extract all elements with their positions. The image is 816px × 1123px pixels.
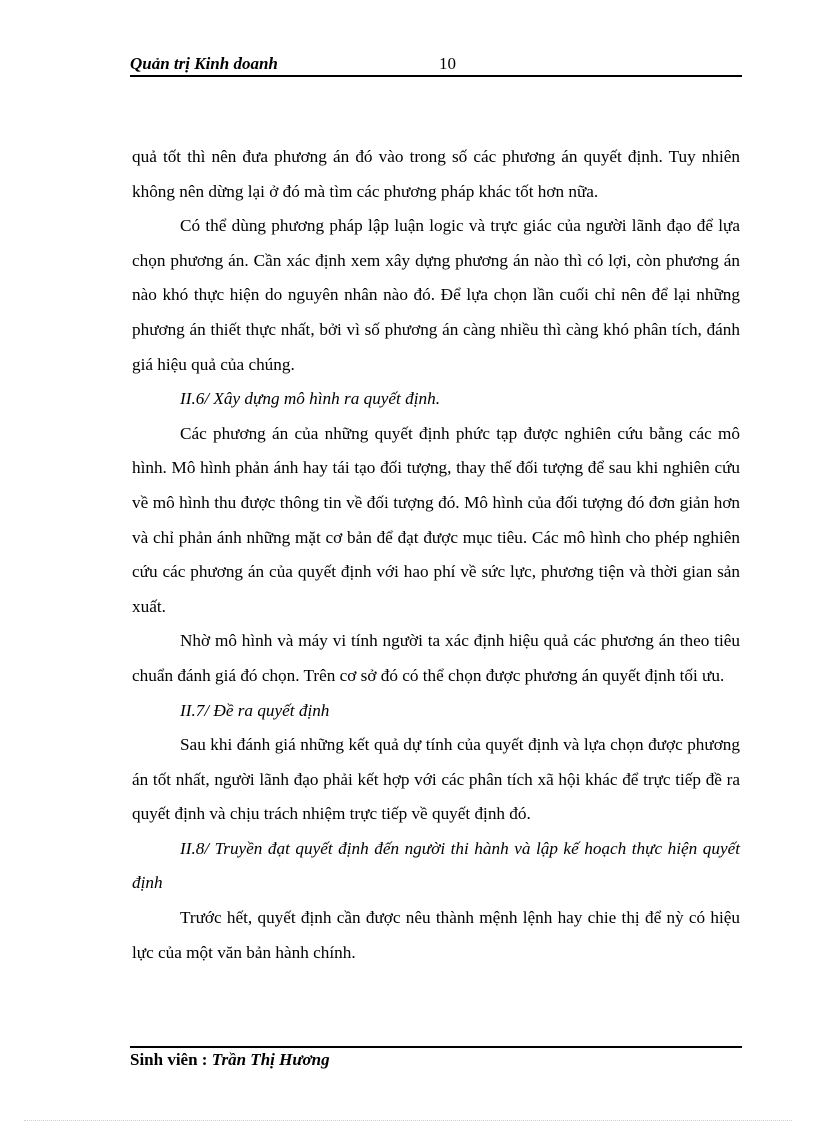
paragraph: Các phương án của những quyết định phức tạp được nghiên cứu bằng các mô hình. Mô hình phản ánh hay tái tạo đối tượng, thay thế đối tượng để sau khi nghiên cứu về mô hình thu được thông tin về đối tượng đó. Mô hình của đối tượng đó đơn giản hơn và chỉ phản ánh những mặt cơ bản để đạt được mục tiêu. Các mô hình cho phép nghiên cứu các phương án của quyết định với hao phí về sức lực, phương tiện và thời gian sản xuất.: [132, 423, 740, 616]
body-text: [132, 140, 740, 970]
paragraph: Có thể dùng phương pháp lập luận logic và trực giác của người lãnh đạo để lựa chọn phương án. Cần xác định xem xây dựng phương án nào thì có lợi, còn phương án nào khó thực hiện do nguyên nhân nào đó. Để lựa chọn lần cuối chỉ nên để lại những phương án thiết thực nhất, bởi vì số phương án càng nhiều thì càng khó phân tích, đánh giá hiệu quả của chúng.: [132, 216, 740, 374]
footer-label: Sinh viên :: [130, 1050, 212, 1069]
page-header: [130, 52, 742, 76]
header-rule: [130, 75, 742, 77]
page-footer: [130, 1050, 330, 1070]
paragraph: quả tốt thì nên đưa phương án đó vào trong số các phương án quyết định. Tuy nhiên không nên dừng lại ở đó mà tìm các phương pháp khác tốt hơn nữa.: [132, 147, 740, 201]
paragraph: Nhờ mô hình và máy vi tính người ta xác định hiệu quả các phương án theo tiêu chuẩn đánh giá đó chọn. Trên cơ sở đó có thể chọn được phương án quyết định tối ưu.: [132, 631, 740, 685]
page-number: 10: [439, 54, 456, 73]
footer-rule: [130, 1046, 742, 1048]
section-heading: II.7/ Đề ra quyết định: [180, 700, 330, 720]
section-heading: II.8/ Truyền đạt quyết định đến người thi hành và lập kế hoạch thực hiện quyết định: [132, 838, 740, 893]
paragraph: Sau khi đánh giá những kết quả dự tính của quyết định và lựa chọn được phương án tốt nhất, người lãnh đạo phải kết hợp với các phân tích xã hội khác để trực tiếp đề ra quyết định và chịu trách nhiệm trực tiếp về quyết định đó.: [132, 735, 740, 824]
student-name: Trần Thị Hương: [211, 1050, 330, 1069]
page-edge-divider: [24, 1120, 792, 1121]
section-heading: II.6/ Xây dựng mô hình ra quyết định.: [180, 389, 440, 409]
header-title: Quản trị Kinh doanh: [130, 54, 278, 73]
paragraph: Trước hết, quyết định cần được nêu thành mệnh lệnh hay chie thị để nỳ có hiệu lực của một văn bản hành chính.: [132, 908, 740, 962]
